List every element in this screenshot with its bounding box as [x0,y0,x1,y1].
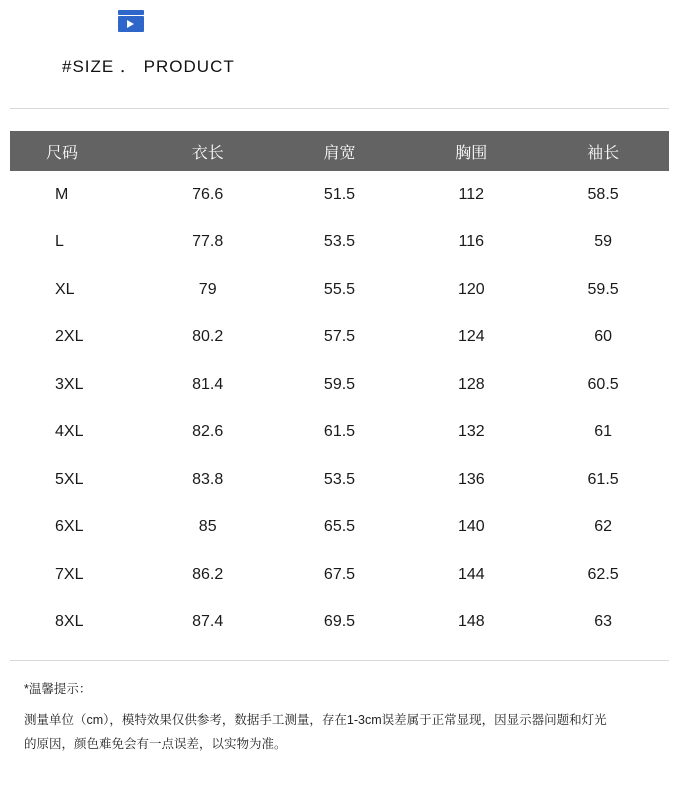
cell-size: XL [55,280,75,298]
cell-sleeve: 60 [594,328,612,346]
video-archive-icon [118,10,144,32]
cell-size: 4XL [55,423,84,441]
notes-title: *温馨提示： [24,682,92,696]
table-row [10,456,669,504]
size-table-container [10,108,669,661]
cell-shoulder: 61.5 [323,423,356,441]
play-triangle-icon [127,20,134,28]
cell-sleeve: 60.5 [587,375,619,393]
cell-shoulder: 57.5 [323,328,356,346]
cell-length: 83.8 [192,470,224,488]
cell-bust: 136 [457,470,485,488]
cell-sleeve: 61 [594,423,612,441]
logo-row [0,0,679,32]
table-header-cell-length: 衣长 [142,131,274,171]
cell-length: 79 [198,280,217,298]
cell-size: L [55,233,64,251]
notes-section [24,679,644,757]
table-header-row [10,131,669,171]
notes-line-2: 的原因，颜色难免会有一点误差，以实物为准。 [24,736,287,751]
table-row [10,504,669,552]
cell-size: 6XL [55,518,84,536]
table-row [10,314,669,362]
size-table-body [10,171,669,646]
cell-bust: 148 [457,613,485,631]
cell-bust: 116 [458,233,485,251]
table-row [10,409,669,457]
cell-bust: 140 [457,518,485,536]
cell-shoulder: 67.5 [323,565,356,583]
table-header-cell-size: 尺码 [10,131,142,171]
cell-shoulder: 51.5 [323,185,356,203]
cell-shoulder: 55.5 [323,280,356,298]
cell-length: 87.4 [192,613,224,631]
table-header-cell-shoulder: 肩宽 [274,131,406,171]
table-row [10,266,669,314]
table-row [10,219,669,267]
size-table [10,131,669,646]
cell-bust: 128 [457,375,485,393]
cell-bust: 144 [457,565,485,583]
cell-length: 86.2 [192,565,224,583]
cell-size: 3XL [55,375,84,393]
table-header-cell-bust: 胸围 [405,131,537,171]
cell-length: 85 [198,518,217,536]
page-title: #SIZE ． PRODUCT [62,57,235,76]
table-row [10,599,669,647]
cell-length: 77.8 [192,233,224,251]
table-header-cell-sleeve: 袖长 [537,131,669,171]
cell-bust: 124 [457,328,485,346]
cell-shoulder: 65.5 [323,518,356,536]
cell-sleeve: 62.5 [587,565,619,583]
cell-shoulder: 69.5 [323,613,356,631]
size-table-head [10,131,669,171]
cell-sleeve: 59 [594,233,612,251]
cell-shoulder: 53.5 [323,233,356,251]
cell-shoulder: 59.5 [323,375,356,393]
cell-bust: 120 [457,280,485,298]
cell-size: 5XL [55,470,84,488]
cell-size: 2XL [55,328,84,346]
table-row [10,171,669,219]
cell-size: 8XL [55,613,84,631]
cell-length: 80.2 [192,328,224,346]
cell-sleeve: 62 [594,518,612,536]
cell-length: 81.4 [192,375,224,393]
cell-bust: 132 [457,423,485,441]
cell-sleeve: 63 [594,613,612,631]
notes-line-1: 测量单位（cm），模特效果仅供参考，数据手工测量，存在1-3cm误差属于正常显现，因显示器问题和灯光 [24,713,607,727]
cell-sleeve: 61.5 [587,470,619,488]
cell-size: M [55,185,69,203]
cell-sleeve: 59.5 [587,280,619,298]
cell-size: 7XL [55,565,84,583]
cell-bust: 112 [458,185,485,203]
cell-sleeve: 58.5 [587,185,619,203]
table-row [10,551,669,599]
cell-length: 82.6 [192,423,224,441]
cell-length: 76.6 [192,185,224,203]
table-row [10,361,669,409]
cell-shoulder: 53.5 [323,470,356,488]
logo-icon-top-bar [118,10,144,15]
